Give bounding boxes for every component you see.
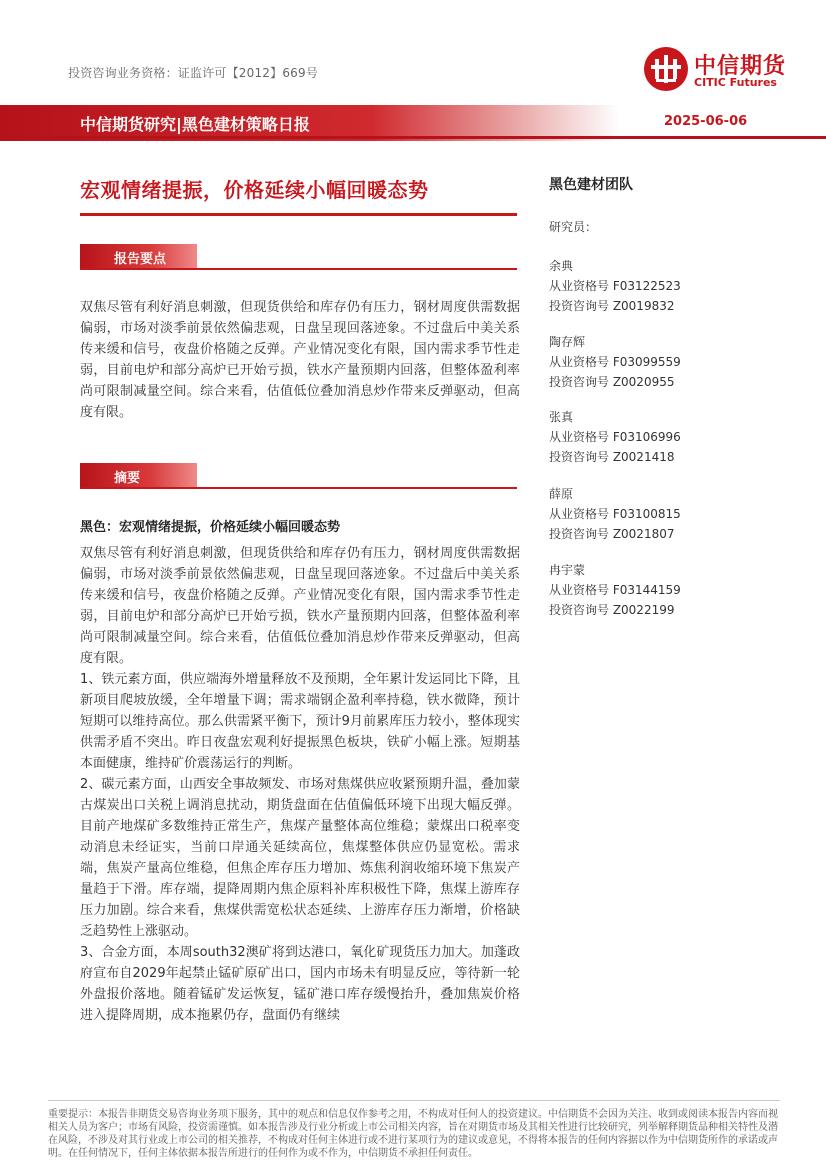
analyst-license: 从业资格号 F03122523: [549, 279, 681, 293]
analyst-consult-id: 投资咨询号 Z0019832: [549, 299, 675, 313]
page-title: 宏观情绪提振，价格延续小幅回暖态势: [80, 178, 429, 202]
summary-body: [80, 543, 520, 1026]
analyst-card: [549, 484, 799, 544]
analyst-license: 从业资格号 F03144159: [549, 583, 681, 597]
key-points-section-tab: [80, 244, 517, 268]
summary-tab-label: 摘要: [114, 471, 141, 486]
analyst-consult-id: 投资咨询号 Z0021418: [549, 450, 675, 464]
analyst-name: 陶存辉: [549, 335, 586, 349]
analyst-consult-id: 投资咨询号 Z0021807: [549, 527, 675, 541]
report-date: 2025-06-06: [664, 114, 748, 129]
citic-logo-icon: [642, 45, 690, 93]
title-divider: [80, 213, 517, 216]
license-text: 投资咨询业务资格：证监许可【2012】669号: [68, 66, 319, 80]
disclaimer-text: 重要提示：本报告非期货交易咨询业务项下服务，其中的观点和信息仅作参考之用，不构成对任何人的投资建议。中信期货不会因为关注、收到或阅读本报告内容而视相关人员为客户；市场有风险，投资需谨慎。如本报告涉及行业分析或上市公司相关内容，旨在对期货市场及其相关性进行比较研究，列举解释期货品种相关特性及潜在风险，不涉及对其行业或上市公司的相关推荐，不构成对任何主体进行或不进行某项行为的建议或意见，不得将本报告的任何内容据以作为中信期货所作的承诺或声明。在任何情况下，任何主体依据本报告所进行的任何作为或不作为，中信期货不承担任何责任。: [48, 1109, 778, 1159]
summary-heading: 黑色：宏观情绪提振，价格延续小幅回暖态势: [80, 520, 341, 535]
header-banner: [0, 105, 826, 141]
logo-name-en: CITIC Futures: [694, 76, 777, 89]
analyst-card: [549, 407, 799, 467]
summary-paragraph: 双焦尽管有利好消息刺激，但现货供给和库存仍有压力，钢材周度供需数据偏弱，市场对淡季前景依然偏悲观，日盘呈现回落迹象。不过盘后中美关系传来缓和信号，夜盘价格随之反弹。产业情况变化有限，国内需求季节性走弱，目前电炉和部分高炉已开始亏损，铁水产量预期内回落，但整体盈利率尚可限制减量空间。综合来看，估值低位叠加消息炒作带来反弹驱动，但高度有限。: [80, 546, 520, 666]
company-logo: [642, 45, 808, 97]
analyst-card: [549, 256, 799, 316]
report-series-title: 中信期货研究|黑色建材策略日报: [80, 115, 310, 134]
summary-paragraph: 2、碳元素方面，山西安全事故频发、市场对焦煤供应收紧预期升温，叠加蒙古煤炭出口关税上调消息扰动，期货盘面在估值偏低环境下出现大幅反弹。目前产地煤矿多数维持正常生产，焦煤产量整体高位维稳；蒙煤出口税率变动消息未经证实，当前口岸通关延续高位，焦煤整体供应仍显宽松。需求端，焦炭产量高位维稳，但焦企库存压力增加、炼焦利润收缩环境下焦炭产量趋于下滑。库存端，提降周期内焦企原料补库积极性下降，焦煤上游库存压力加剧。综合来看，焦煤供需宽松状态延续、上游库存压力渐增，价格缺乏趋势性上涨驱动。: [80, 777, 520, 939]
analyst-name: 余典: [549, 259, 574, 273]
summary-paragraph: 1、铁元素方面，供应端海外增量释放不及预期，全年累计发运同比下降，且新项目爬坡放缓，全年增量下调；需求端钢企盈利率持稳，铁水微降，预计短期可以维持高位。那么供需紧平衡下，预计9月前累库压力较小，整体现实供需矛盾不突出。昨日夜盘宏观利好提振黑色板块，铁矿小幅上涨。短期基本面健康，维持矿价震荡运行的判断。: [80, 672, 520, 771]
analyst-license: 从业资格号 F03099559: [549, 355, 681, 369]
analyst-consult-id: 投资咨询号 Z0020955: [549, 375, 675, 389]
footer-divider: [48, 1100, 780, 1101]
analyst-license: 从业资格号 F03100815: [549, 507, 681, 521]
researcher-label: 研究员：: [549, 220, 598, 234]
analyst-name: 冉宇蒙: [549, 563, 586, 577]
analyst-name: 张真: [549, 410, 574, 424]
key-points-tab-label: 报告要点: [114, 252, 167, 267]
analyst-license: 从业资格号 F03106996: [549, 430, 681, 444]
analyst-card: [549, 332, 799, 392]
logo-name-cn: 中信期货: [694, 54, 787, 79]
key-points-text: 双焦尽管有利好消息刺激，但现货供给和库存仍有压力，钢材周度供需数据偏弱，市场对淡季前景依然偏悲观，日盘呈现回落迹象。不过盘后中美关系传来缓和信号，夜盘价格随之反弹。产业情况变化有限，国内需求季节性走弱，目前电炉和部分高炉已开始亏损，铁水产量预期内回落，但整体盈利率尚可限制减量空间。综合来看，估值低位叠加消息炒作带来反弹驱动，但高度有限。: [80, 300, 520, 420]
summary-section-tab: [80, 463, 517, 487]
analyst-card: [549, 560, 799, 620]
analyst-consult-id: 投资咨询号 Z0022199: [549, 603, 675, 617]
summary-paragraph: 3、合金方面，本周south32澳矿将到达港口，氧化矿现货压力加大。加蓬政府宣布自2029年起禁止锰矿原矿出口，国内市场未有明显反应，等待新一轮外盘报价落地。随着锰矿发运恢复，锰矿港口库存缓慢抬升，叠加焦炭价格进入提降周期，成本拖累仍存，盘面仍有继续: [80, 945, 520, 1023]
analyst-name: 薛原: [549, 487, 574, 501]
team-title: 黑色建材团队: [549, 177, 633, 193]
